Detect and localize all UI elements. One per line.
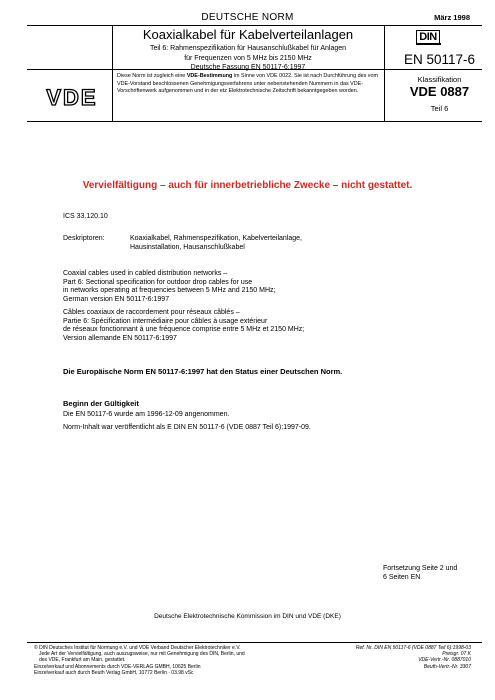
french-title-line: Version allemande EN 50117-6:1997	[63, 334, 177, 342]
french-title	[63, 309, 393, 343]
notice-bold: VDE-Bestimmung	[186, 73, 233, 79]
beuth-contract-line: Beuth-Vertr.-Nr. 3307	[423, 663, 471, 670]
descriptor-line: Koaxialkabel, Rahmenspezifikation, Kabelverteilanlage,	[130, 235, 302, 242]
copyright-footer	[34, 645, 334, 676]
classification-code: VDE 0887	[409, 84, 470, 99]
continuation-line: 6 Seiten EN	[383, 573, 421, 581]
reproduction-notice: Vervielfältigung – auch für innerbetriebliche Zwecke – nicht gestattet.	[82, 180, 413, 191]
english-title-line: German version EN 50117-6:1997	[63, 295, 170, 303]
french-title-line: de réseaux fonctionnant à une fréquence comprise entre 5 MHz et 2150 MHz;	[63, 326, 305, 334]
copyright-line: © DIN Deutsches Institut für Normung e.V. und VDE Verband Deutscher Elektrotechniker e.V.	[34, 645, 241, 651]
english-title-line: in networks operating at frequencies between 5 MHz and 2150 MHz;	[63, 287, 276, 295]
copyright-line: Einzelverkauf und Abonnements durch VDE-VERLAG GMBH, 10625 Berlin	[34, 663, 201, 670]
standard-title: DEUTSCHE NORM	[201, 12, 294, 23]
document-title: Koaxialkabel für Kabelverteilanlagen	[142, 27, 354, 42]
continuation-note	[383, 565, 483, 582]
english-title-line: Part 6: Sectional specification for outdoor drop cables for use	[63, 278, 253, 286]
classification-label: Klassifikation	[417, 75, 462, 84]
validity-adoption: Die EN 50117-6 wurde am 1996-12-09 angenommen.	[63, 411, 230, 418]
vde-logo	[32, 84, 112, 110]
din-logo-underline	[416, 43, 441, 45]
validity-heading: Beginn der Gültigkeit	[63, 399, 139, 408]
reference-line: Ref. Nr. DIN EN 50117-6 (VDE 0887 Teil 6):1998-03	[355, 645, 471, 651]
copyright-line: Jede Art der Vervielfältigung, auch auszugsweise, nur mit Genehmigung des DIN, Berlin, und	[39, 651, 245, 658]
descriptor-line: Hausinstallation, Hausanschlußkabel	[130, 243, 245, 251]
validity-draft: Norm-Inhalt war veröffentlicht als E DIN EN 50117-6 (VDE 0887 Teil 6):1997-09.	[63, 424, 311, 431]
header-bottom-rule	[27, 121, 482, 122]
en-number: EN 50117-6	[403, 52, 476, 67]
notice-text-end: im Sinne von VDE 0022. Sie ist nach Durchführung des vom VDE-Vorstand beschlossenen Genehmigungsverfahrens unter nebenstehenden Nummern in das VDE-Vorschriftenwerk aufgenommen und in der etz Elektrotechnische Zeitschrift bekanntgegeben worden.	[117, 73, 378, 95]
subtitle-line: für Frequenzen von 5 MHz bis 2150 MHz	[184, 54, 312, 62]
vde-contract-line: VDE-Vertr.-Nr. 0887010	[418, 657, 471, 664]
ics-code: ICS 33.120.10	[63, 213, 108, 220]
copyright-line: Einzelverkauf auch durch Beuth Verlag GmbH, 10772 Berlin · 03.98 vSc	[34, 669, 194, 676]
document-subtitle	[112, 44, 384, 73]
descriptors-label: Deskriptoren:	[63, 235, 105, 242]
price-group-line: Preisgr. 07 K	[442, 651, 471, 658]
descriptors-value	[130, 235, 350, 252]
french-title-line: Partie 6: Spécification intermédiaire pour câbles à usage extérieur	[63, 317, 268, 325]
reference-footer	[301, 645, 471, 670]
english-title-line: Coaxial cables used in cabled distribution networks –	[63, 270, 228, 277]
subtitle-line: Deutsche Fassung EN 50117-6:1997	[190, 64, 306, 71]
french-title-line: Câbles coaxiaux de raccordement pour réseaux câblés –	[63, 309, 240, 316]
header-top-rule	[27, 25, 482, 26]
notice-text-start: Diese Norm ist zugleich eine	[117, 73, 187, 79]
subtitle-line: Teil 6: Rahmenspezifikation für Hausanschlußkabel für Anlagen	[149, 45, 347, 52]
commission-line: Deutsche Elektrotechnische Kommission im DIN und VDE (DKE)	[154, 613, 341, 620]
vde-logo-text: VDE	[46, 85, 98, 110]
din-logo: DIN	[416, 30, 440, 44]
copyright-line: des VDE, Frankfurt am Main, gestattet.	[39, 657, 126, 664]
continuation-line: Fortsetzung Seite 2 und	[383, 565, 458, 572]
english-title	[63, 270, 383, 304]
vde-notice	[117, 73, 385, 96]
classification-part: Teil 6	[430, 104, 449, 113]
publication-date: März 1998	[434, 13, 470, 22]
status-statement: Die Europäische Norm EN 50117-6:1997 hat den Status einer Deutschen Norm.	[63, 367, 343, 376]
footer-rule	[27, 642, 482, 643]
